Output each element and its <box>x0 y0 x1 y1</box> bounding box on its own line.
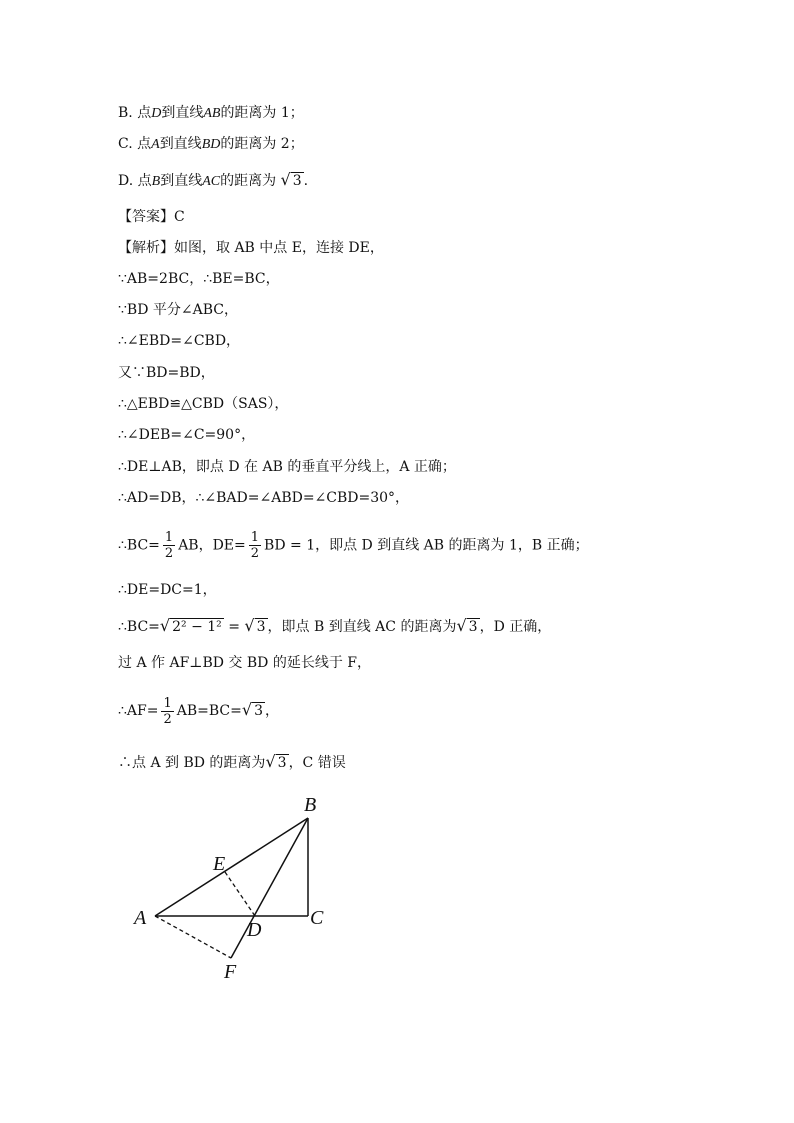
sqrt-3: √ 3 <box>280 170 302 189</box>
step-7: ∴DE⊥AB，即点 D 在 AB 的垂直平分线上，A 正确； <box>118 459 456 475</box>
fraction-half: $\frac{1}{2}$ <box>164 530 174 561</box>
option-c: C. 点A到直线BD的距离为 2； <box>118 136 304 152</box>
answer-label: 【答案】 <box>118 209 174 225</box>
step-11: ∴BC=√ 2² − 1² = √ 3 ，即点 B 到直线 AC 的距离为√ 3 ，D 正确， <box>118 616 552 635</box>
analysis-label: 【解析】 <box>118 240 174 256</box>
step-1: ∵AB=2BC，∴BE=BC， <box>118 271 280 287</box>
answer-value: C <box>174 209 185 225</box>
triangle-figure <box>120 790 360 990</box>
segment-af-dashed <box>155 916 231 958</box>
label-f: F <box>224 961 237 983</box>
step-6: ∴∠DEB=∠C=90°， <box>118 427 256 443</box>
step-12: 过 A 作 AF⊥BD 交 BD 的延长线于 F， <box>118 655 371 671</box>
fraction-half: $\frac{1}{2}$ <box>250 530 260 561</box>
answer-line <box>118 207 185 227</box>
step-9: ∴BC= $\frac{1}{2}$ AB，DE= $\frac{1}{2}$ BD = 1，即点 D 到直线 AB 的距离为 1，B 正确； <box>118 530 589 561</box>
step-3: ∴∠EBD=∠CBD， <box>118 333 241 349</box>
label-d: D <box>247 919 262 941</box>
label-c: C <box>310 907 324 929</box>
segment-ab <box>155 818 308 916</box>
sqrt-3: √ 3 <box>456 616 478 635</box>
option-b: B. 点D到直线AB的距离为 1； <box>118 105 304 121</box>
step-8: ∴AD=DB，∴∠BAD=∠ABD=∠CBD=30°， <box>118 490 410 506</box>
analysis-intro: 【解析】如图，取 AB 中点 E，连接 DE， <box>118 240 384 256</box>
label-b: B <box>304 794 317 816</box>
segment-bf <box>231 818 308 958</box>
segment-de-dashed <box>225 872 255 916</box>
step-13: ∴AF= $\frac{1}{2}$ AB=BC=√ 3 ， <box>118 695 279 727</box>
step-2: ∵BD 平分∠ABC， <box>118 302 238 318</box>
option-d: D. 点B到直线AC的距离为 √ 3 . <box>118 170 309 189</box>
step-10: ∴DE=DC=1， <box>118 582 217 598</box>
step-14: ∴点 A 到 BD 的距离为√ 3 ，C 错误 <box>118 752 346 771</box>
sqrt-3: √ 3 <box>265 752 287 771</box>
label-e: E <box>213 853 226 875</box>
label-a: A <box>134 907 147 929</box>
sqrt-expression: √ 2² − 1² <box>159 616 222 635</box>
step-4: 又∵BD=BD， <box>118 365 215 381</box>
step-5: ∴△EBD≌△CBD（SAS）， <box>118 396 289 412</box>
fraction-half: $\frac{1}{2}$ <box>163 695 172 727</box>
sqrt-3: √ 3 <box>244 616 266 635</box>
sqrt-3: √ 3 <box>241 700 263 719</box>
